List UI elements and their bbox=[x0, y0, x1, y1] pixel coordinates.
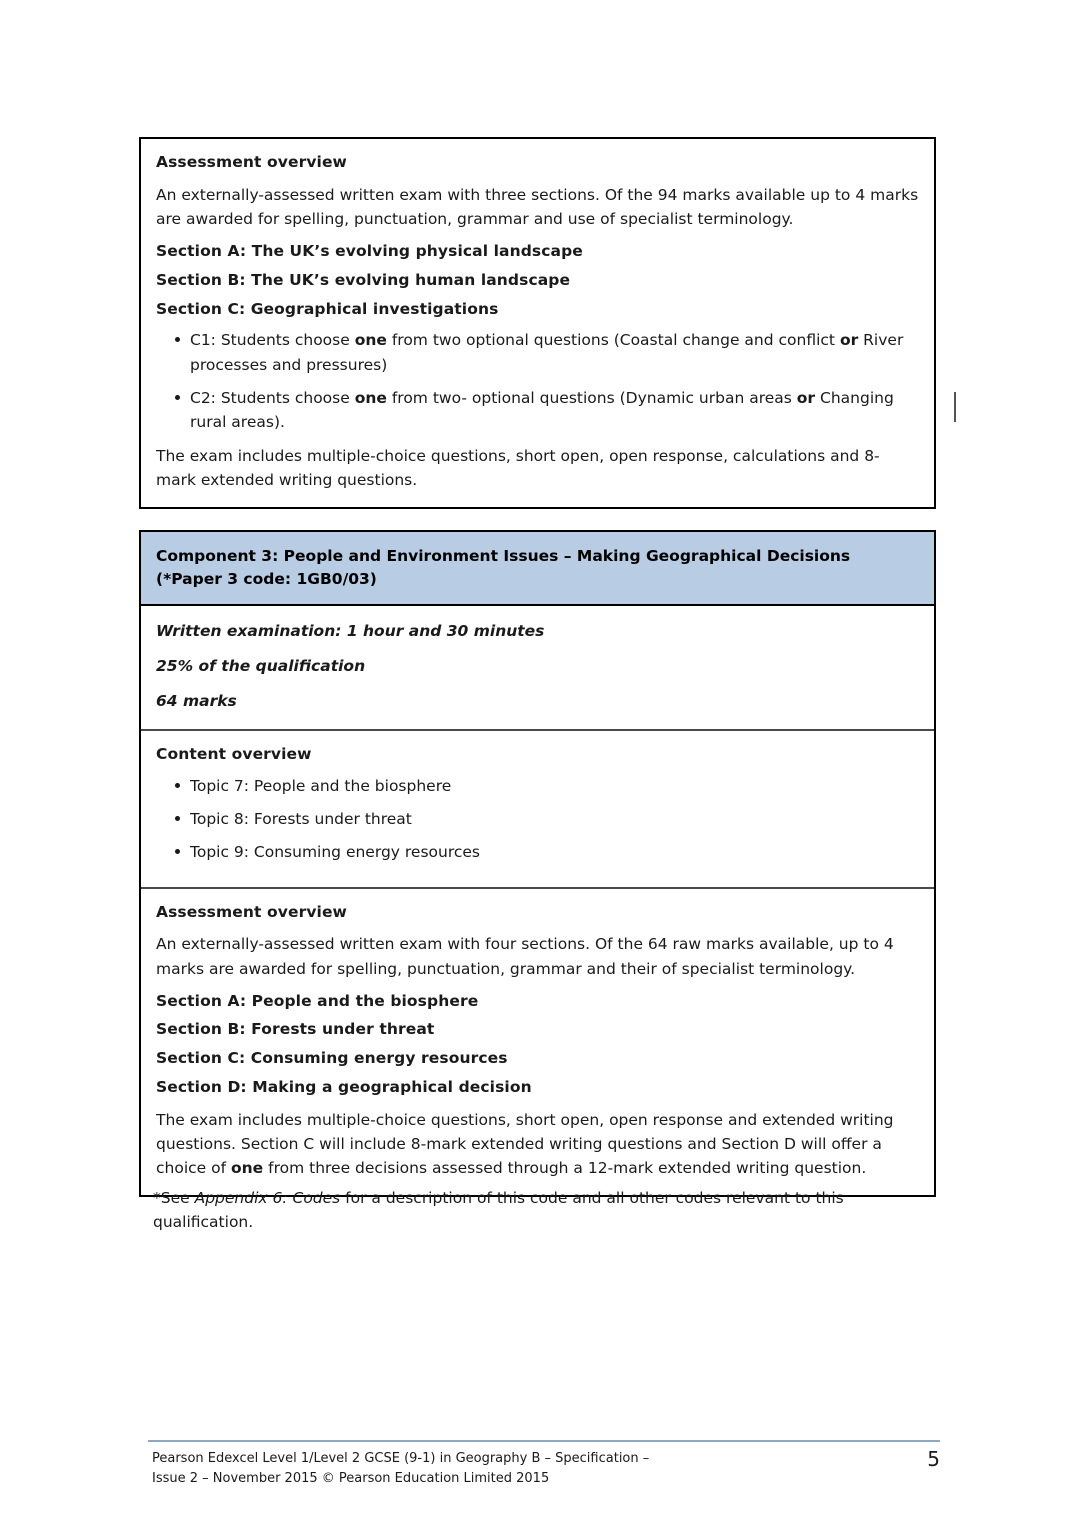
footnote-suffix: for a description of this code and all other codes relevant to this qualification. bbox=[153, 1189, 844, 1232]
list-item bbox=[156, 328, 919, 376]
topic-label: Topic 9: Consuming energy resources bbox=[190, 843, 480, 862]
topic-label: Topic 8: Forests under threat bbox=[190, 810, 412, 829]
assessment-overview-box-component-2 bbox=[139, 137, 936, 509]
list-item bbox=[156, 840, 919, 864]
footnote-prefix: *See bbox=[153, 1189, 195, 1207]
bullet-text-bold-2: or bbox=[796, 388, 816, 407]
assessment-overview-intro-paragraph: An externally-assessed written exam with four sections. Of the 64 raw marks available, up to 4 marks are awarded for spelling, punctuation, grammar and their of specialist terminology. bbox=[156, 935, 894, 978]
closing-text-part-2: from three decisions assessed through a 12-mark extended writing question. bbox=[263, 1159, 867, 1178]
qualification-percentage-text: 25% of the qualification bbox=[156, 656, 366, 675]
component-3-title-line-1: Component 3: People and Environment Issues – Making Geographical Decisions bbox=[156, 547, 851, 565]
list-item bbox=[156, 807, 919, 831]
component-3-box bbox=[139, 530, 936, 1197]
section-b-heading: Section B: Forests under threat bbox=[156, 1020, 435, 1039]
closing-text-bold-1: one bbox=[231, 1159, 264, 1178]
bullet-text-bold-1: one bbox=[354, 388, 387, 407]
page-number: 5 bbox=[927, 1447, 940, 1471]
footer-citation-line-1: Pearson Edexcel Level 1/Level 2 GCSE (9-1) in Geography B – Specification – bbox=[152, 1451, 650, 1466]
bullet-dot-icon bbox=[175, 337, 180, 342]
section-d-heading: Section D: Making a geographical decision bbox=[156, 1078, 532, 1096]
list-item bbox=[156, 386, 919, 434]
component-3-content-overview-row bbox=[141, 731, 934, 888]
closing-text-part-1: The exam includes multiple-choice questions, short open, open response and extended writing questions. Section C will include 8-mark extended writing questions and Section D will offer a choice of bbox=[156, 1110, 894, 1178]
list-item bbox=[156, 774, 919, 798]
component-3-blue-header-row bbox=[141, 532, 934, 606]
topic-label: Topic 7: People and the biosphere bbox=[190, 777, 452, 796]
bullet-dot-icon bbox=[175, 849, 180, 854]
bullet-text-bold-2: or bbox=[839, 331, 859, 350]
bullet-text-part-2: from two- optional questions (Dynamic urban areas bbox=[386, 388, 797, 407]
bullet-dot-icon bbox=[175, 395, 180, 400]
bullet-text-part-3: Changing rural areas). bbox=[190, 388, 894, 431]
revision-change-bar bbox=[954, 392, 956, 422]
assessment-overview-row bbox=[141, 139, 934, 507]
footer-divider-rule bbox=[148, 1440, 940, 1442]
component-3-assessment-overview-row bbox=[141, 889, 934, 1196]
section-a-heading: Section A: People and the biosphere bbox=[156, 991, 479, 1010]
exam-duration-text: Written examination: 1 hour and 30 minutes bbox=[156, 622, 545, 641]
section-a-heading: Section A: The UK’s evolving physical landscape bbox=[156, 242, 583, 261]
appendix-footnote bbox=[153, 1186, 933, 1234]
content-overview-topic-list bbox=[156, 774, 919, 865]
footnote-appendix-reference: Appendix 6: Codes bbox=[194, 1189, 341, 1207]
assessment-overview-closing-paragraph bbox=[156, 1108, 919, 1181]
bullet-text-part-3: River processes and pressures) bbox=[190, 331, 904, 374]
section-b-heading: Section B: The UK’s evolving human landscape bbox=[156, 270, 571, 289]
assessment-overview-intro-paragraph: An externally-assessed written exam with three sections. Of the 94 marks available up to 4 marks are awarded for spelling, punctuation, grammar and use of specialist terminology. bbox=[156, 185, 919, 228]
total-marks-text: 64 marks bbox=[156, 691, 237, 710]
assessment-overview-closing-paragraph: The exam includes multiple-choice questions, short open, open response, calculations and 8-mark extended writing questions. bbox=[156, 447, 880, 490]
bullet-text-part-2: from two optional questions (Coastal change and conflict bbox=[386, 331, 840, 350]
bullet-text-bold-1: one bbox=[354, 331, 387, 350]
bullet-dot-icon bbox=[175, 783, 180, 788]
section-c-heading: Section C: Consuming energy resources bbox=[156, 1049, 508, 1068]
component-3-paper-code-line: (*Paper 3 code: 1GB0/03) bbox=[156, 569, 377, 588]
assessment-overview-heading: Assessment overview bbox=[156, 902, 347, 921]
section-c-heading: Section C: Geographical investigations bbox=[156, 299, 499, 318]
section-c-options-list bbox=[156, 328, 919, 434]
component-3-exam-details-row bbox=[141, 606, 934, 731]
bullet-text-part-1: C1: Students choose bbox=[190, 331, 355, 350]
assessment-overview-heading: Assessment overview bbox=[156, 153, 347, 171]
bullet-dot-icon bbox=[175, 816, 180, 821]
bullet-text-part-1: C2: Students choose bbox=[190, 388, 355, 407]
footer-citation-line-2: Issue 2 – November 2015 © Pearson Education Limited 2015 bbox=[152, 1471, 550, 1486]
content-overview-heading: Content overview bbox=[156, 745, 312, 764]
